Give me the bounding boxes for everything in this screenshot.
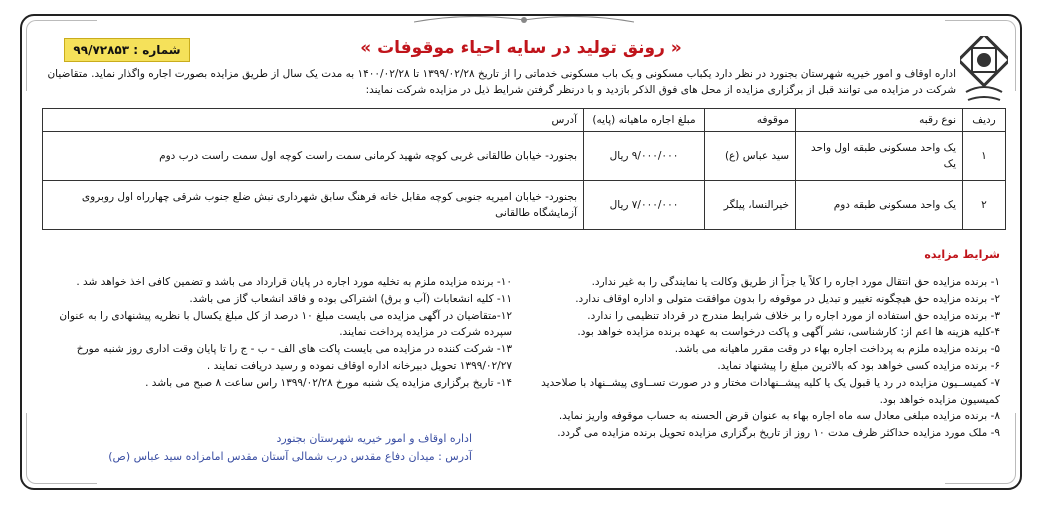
condition-item: ۹- ملک مورد مزایده حداکثر ظرف مدت ۱۰ روز از تاریخ برگزاری مزایده تحویل برنده مزایده می گردد. bbox=[557, 427, 1000, 440]
office-name: اداره اوقاف و امور خیریه شهرستان بجنورد bbox=[276, 432, 472, 445]
row-endowment: سید عباس (ع) bbox=[705, 132, 796, 181]
condition-item: ۱۲-متقاضیان در آگهی مزایده می بایست مبلغ ۱۰ درصد از کل مبلغ یکسال با نظریه پیشنهادی را به عنوان سپرده شرکت در مزایده پرداخت نمایند. bbox=[59, 309, 512, 339]
condition-item: ۷- کمیســیون مزایده در رد یا قبول یک یا کلیه پیشــنهادات مختار و در صورت تســاوی پیشــنهاد با صلاحدید کمیسیون مزایده خواهد بود. bbox=[541, 376, 1000, 406]
notice-number-badge: شماره : ۹۹/۷۲۸۵۳ bbox=[64, 38, 190, 62]
condition-item: ۴-کلیه هزینه ها اعم از: کارشناسی، نشر آگهی و پاکت درخواست به عهده برنده مزایده خواهد بود. bbox=[577, 326, 1000, 339]
header-index: ردیف bbox=[963, 109, 1006, 132]
condition-item: ۱۰- برنده مزایده ملزم به تخلیه مورد اجاره در پایان قرارداد می باشد و تضمین کافی اخذ خواهد شد . bbox=[76, 276, 512, 288]
row-type: یک واحد مسکونی طبقه اول واحد یک bbox=[796, 132, 963, 181]
condition-item: ۱- برنده مزایده حق انتقال مورد اجاره را کلاً یا جزاً از طریق وکالت یا نمایندگی را به غیر ندارد. bbox=[591, 276, 1000, 288]
intro-paragraph: اداره اوقاف و امور خیریه شهرستان بجنورد در نظر دارد یکباب مسکونی و یک باب مسکونی خدماتی را از تاریخ ۱۳۹۹/۰۲/۲۸ تا ۱۴۰۰/۰۲/۲۸ به مدت یک سال از طریق مزایده بصورت اجاره واگذار نماید. متقاضیان شرکت در مزایده می توانند قبل از برگزاری مزایده از محل های فوق الذکر بازدید و با درنظر گرفتن شرایط ذیل در مزایده شرکت نمایند: bbox=[47, 68, 956, 96]
row-address: بجنورد- خیابان امیریه جنوبی کوچه مقابل خانه فرهنگ سابق شهرداری نبش ضلع جنوب شرقی چهارراه اول روبروی آزمایشگاه طالقانی bbox=[43, 181, 584, 230]
condition-item: ۱۳- شرکت کننده در مزایده می بایست پاکت های الف - ب - ج را تا پایان وقت اداری روز شنبه مورخ ۱۳۹۹/۰۲/۲۷ تحویل دبیرخانه اداره اوقاف نموده و رسید دریافت نمایند . bbox=[76, 343, 512, 372]
header-endowment: موقوفه bbox=[705, 109, 796, 132]
row-price: ۹/۰۰۰/۰۰۰ ریال bbox=[584, 132, 705, 181]
awqaf-logo-icon bbox=[960, 36, 1008, 108]
signature-block bbox=[42, 430, 472, 466]
table-header-row bbox=[43, 109, 1006, 132]
office-address: آدرس : میدان دفاع مقدس درب شمالی آستان مقدس امامزاده سید عباس (ص) bbox=[108, 450, 472, 463]
condition-item: ۸- برنده مزایده مبلغی معادل سه ماه اجاره بهاء به عنوان قرض الحسنه به حساب موقوفه واریز نماید. bbox=[558, 410, 1000, 423]
conditions-left-column bbox=[42, 274, 512, 392]
condition-item: ۱۴- تاریخ برگزاری مزایده یک شنبه مورخ ۱۳۹۹/۰۲/۲۸ راس ساعت ۸ صبح می باشد . bbox=[145, 376, 512, 389]
row-index: ۲ bbox=[963, 181, 1006, 230]
condition-item: ۵- برنده مزایده ملزم به پرداخت اجاره بهاء در وقت مقرر ماهیانه می باشد. bbox=[674, 343, 1000, 356]
condition-item: ۶- برنده مزایده کسی خواهد بود که بالاترین مبلغ را پیشنهاد نماید. bbox=[717, 359, 1000, 372]
table-row bbox=[43, 132, 1006, 181]
notice-frame bbox=[20, 14, 1022, 490]
conditions-title: شرایط مزایده bbox=[924, 248, 1000, 261]
row-price: ۷/۰۰۰/۰۰۰ ریال bbox=[584, 181, 705, 230]
notice-title: « رونق تولید در سایه احیاء موقوفات » bbox=[360, 38, 682, 58]
conditions-right-column bbox=[530, 274, 1000, 442]
row-index: ۱ bbox=[963, 132, 1006, 181]
header-address: آدرس bbox=[43, 109, 584, 132]
row-endowment: خیرالنسا، پیلگر bbox=[705, 181, 796, 230]
table-row bbox=[43, 181, 1006, 230]
condition-item: ۱۱- کلیه انشعابات (آب و برق) اشتراکی بوده و فاقد انشعاب گاز می باشد. bbox=[189, 292, 512, 305]
header-type: نوع رقبه bbox=[796, 109, 963, 132]
condition-item: ۲- برنده مزایده حق هیچگونه تغییر و تبدیل در موقوفه را بدون موافقت متولی و اداره اوقاف ندارد. bbox=[575, 292, 1000, 305]
header-price: مبلغ اجاره ماهیانه (پایه) bbox=[584, 109, 705, 132]
auction-table bbox=[42, 108, 1006, 230]
row-type: یک واحد مسکونی طبقه دوم bbox=[796, 181, 963, 230]
condition-item: ۳- برنده مزایده حق استفاده از مورد اجاره را بر خلاف شرایط مندرج در قرداد تنظیمی را ندارد. bbox=[587, 309, 1000, 322]
top-ornament-icon bbox=[414, 14, 634, 26]
row-address: بجنورد- خیابان طالقانی غربی کوچه شهید کرمانی سمت راست کوچه اول سمت راست درب دوم bbox=[43, 132, 584, 181]
